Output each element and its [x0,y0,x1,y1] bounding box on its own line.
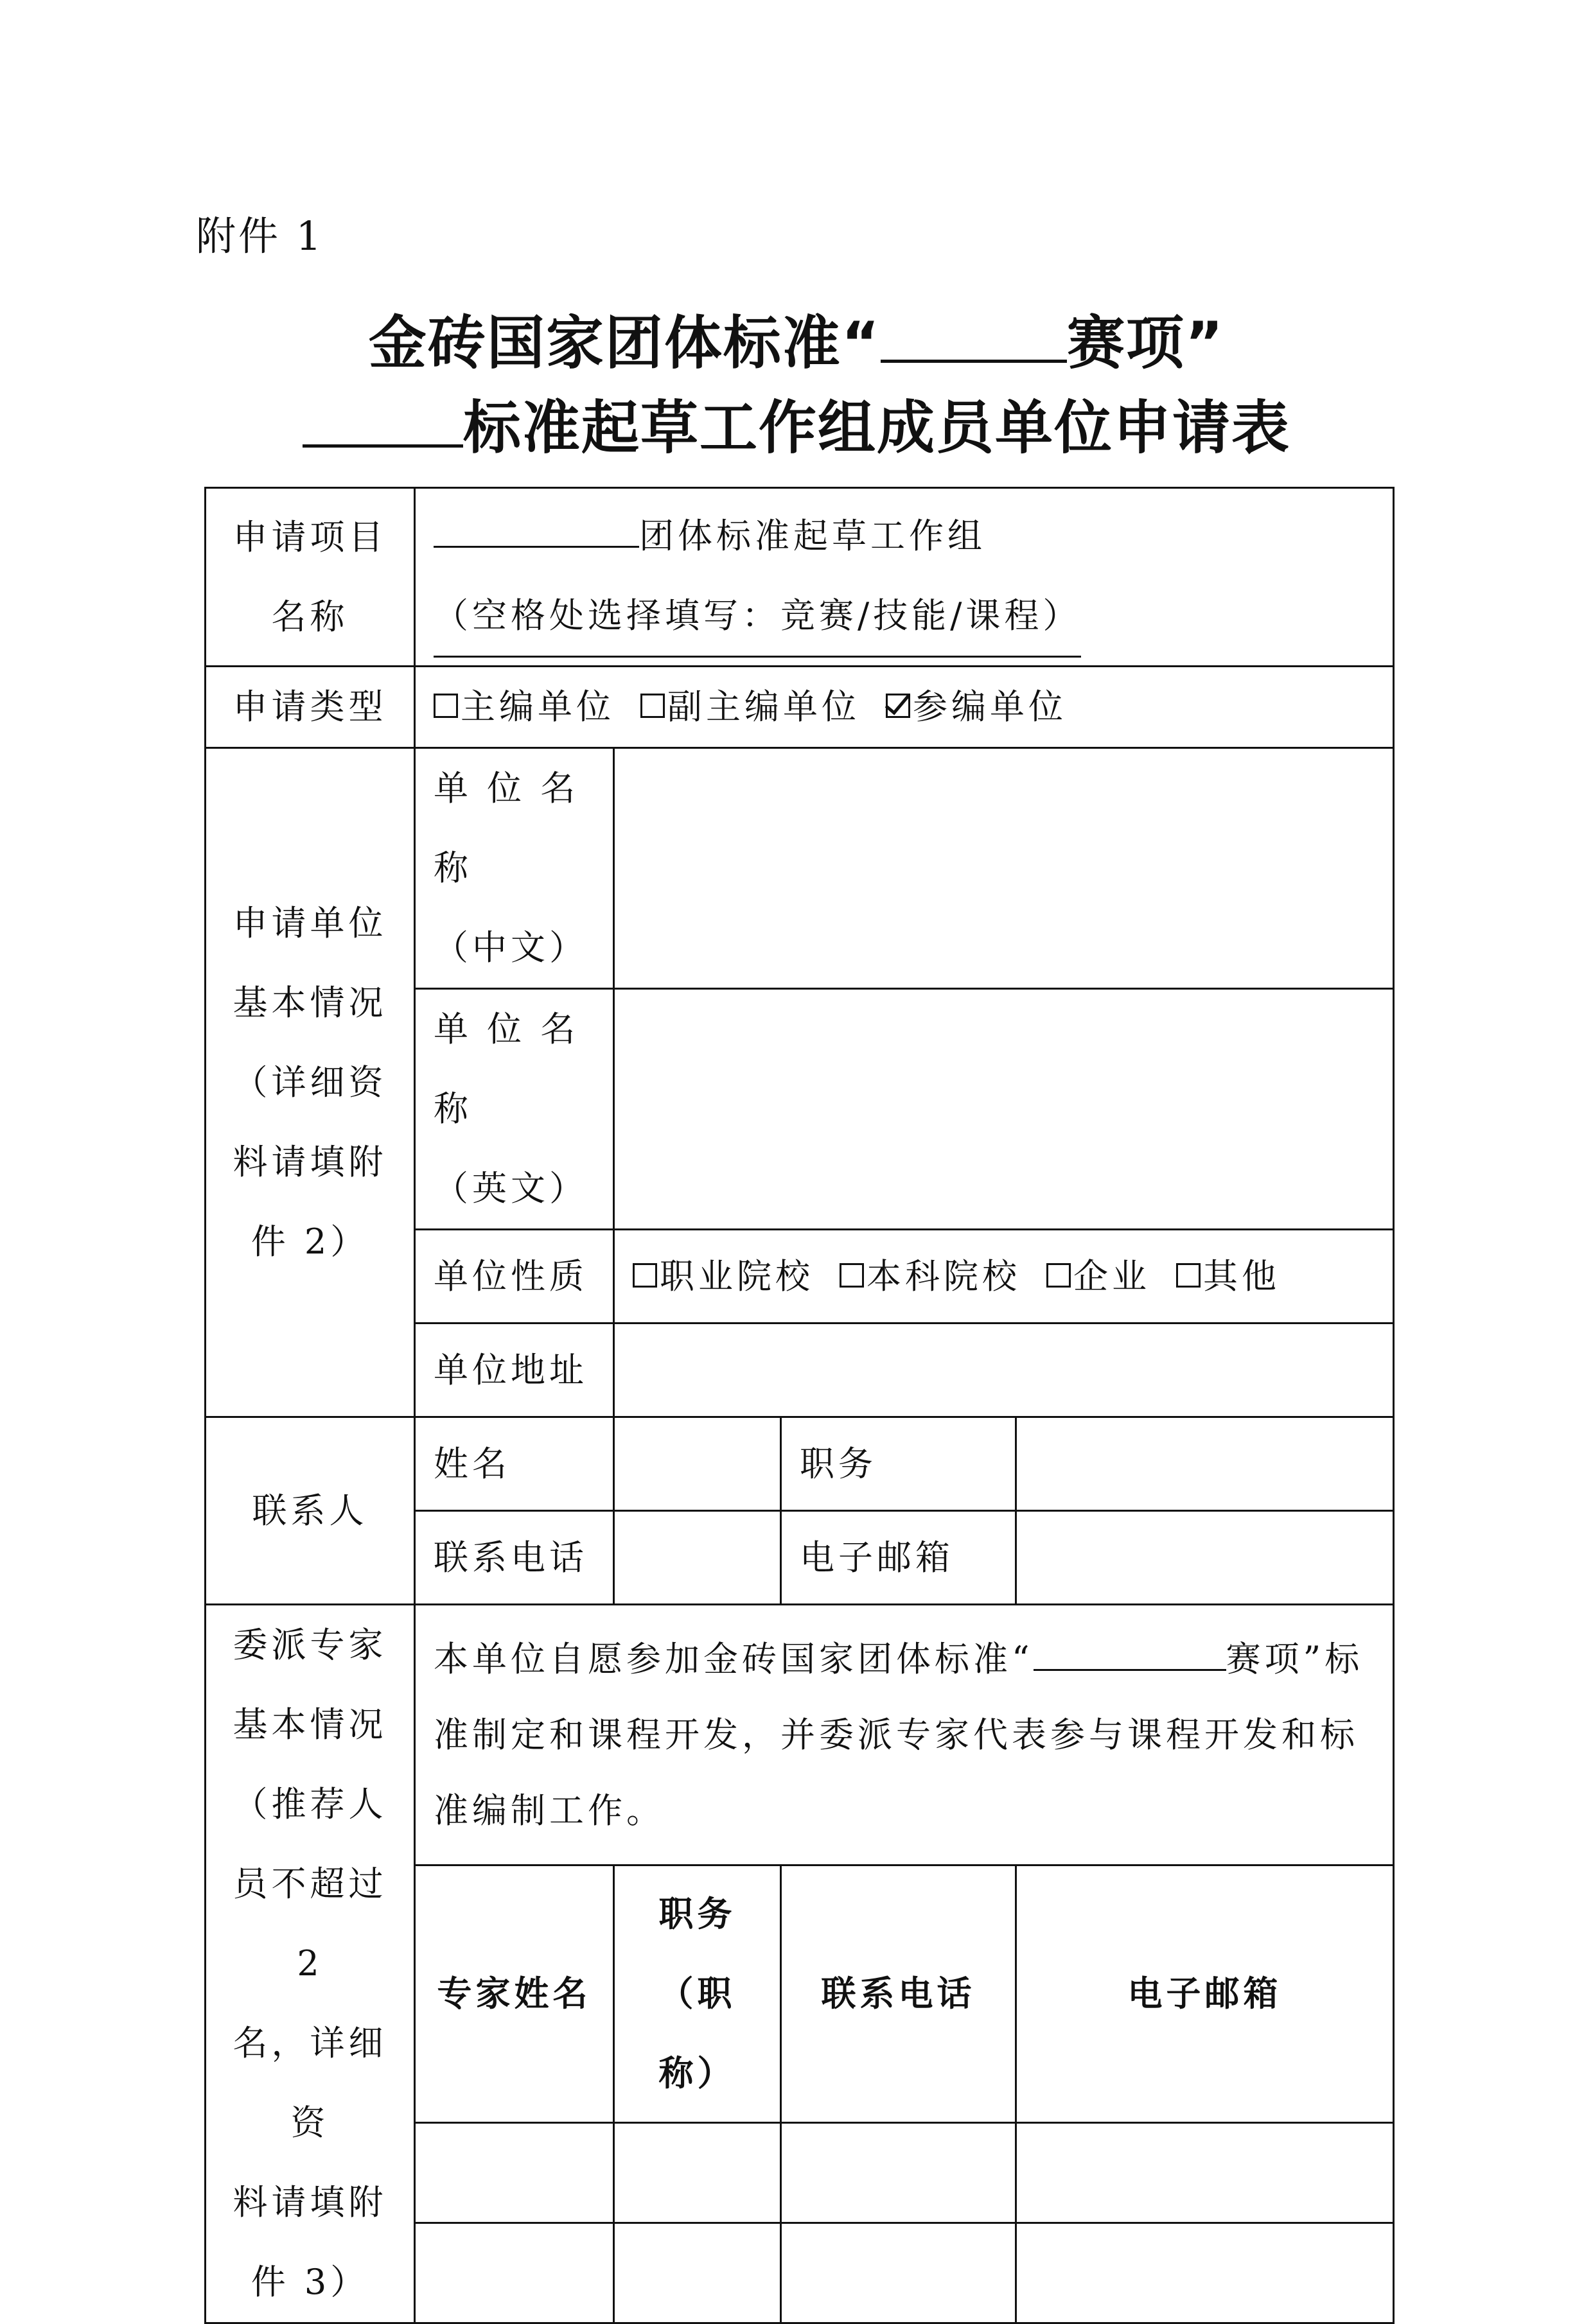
project-name-suffix: 团体标准起草工作组 [639,516,986,556]
unit-name-en-label: 单 位 名 称 （英文） [415,989,614,1230]
project-name-cell[interactable] [415,488,1394,667]
checkbox-icon[interactable] [434,694,458,718]
contact-position-label: 职务 [781,1417,1016,1511]
title-text-2: 标准起草工作组成员单位申请表 [463,394,1290,462]
form-title-line-1 [0,307,1593,379]
project-blank[interactable] [434,509,639,548]
title-blank-type[interactable] [303,392,463,448]
option-other[interactable]: 其他 [1176,1256,1280,1297]
expert-2-email-input[interactable] [1016,2223,1394,2323]
option-university[interactable]: 本科院校 [840,1256,1021,1297]
apply-type-options [415,667,1394,748]
form-title-line-2 [0,392,1593,464]
application-form-table [204,487,1395,2324]
unit-nature-options [614,1230,1394,1324]
unit-address-label: 单位地址 [415,1324,614,1417]
unit-name-en-input[interactable] [614,989,1394,1230]
unit-address-input[interactable] [614,1324,1394,1417]
checkbox-checked-icon[interactable] [886,694,910,718]
option-deputy-editor[interactable]: 副主编单位 [640,686,860,727]
col-expert-email: 电子邮箱 [1016,1865,1394,2123]
expert-2-phone-input[interactable] [781,2223,1016,2323]
checkbox-icon[interactable] [1046,1263,1071,1288]
apply-type-label: 申请类型 [206,667,415,748]
contact-name-label: 姓名 [415,1417,614,1511]
contact-label: 联系人 [206,1417,415,1605]
unit-name-cn-input[interactable] [614,748,1394,989]
project-name-label: 申请项目 名称 [206,488,415,667]
unit-name-cn-label: 单 位 名 称 （中文） [415,748,614,989]
title-text-1b: 赛项” [1067,310,1225,377]
option-participating-editor[interactable]: 参编单位 [886,686,1067,727]
checkbox-icon[interactable] [1176,1263,1201,1288]
expert-2-name-input[interactable] [415,2223,614,2323]
expert-1-name-input[interactable] [415,2122,614,2223]
contact-name-input[interactable] [614,1417,781,1511]
option-vocational-college[interactable]: 职业院校 [633,1256,814,1297]
col-expert-position: 职务 （职称） [614,1865,781,2123]
project-name-hint: （空格处选择填写：竞赛/技能/课程） [434,576,1081,658]
option-enterprise[interactable]: 企业 [1046,1256,1150,1297]
experts-statement: 本单位自愿参加金砖国家团体标准“ 赛项”标准制定和课程开发，并委派专家代表参与课程开发和标准编制工作。 [415,1605,1394,1865]
expert-1-email-input[interactable] [1016,2122,1394,2223]
col-expert-phone: 联系电话 [781,1865,1016,2123]
checkbox-icon[interactable] [640,694,665,718]
contact-email-label: 电子邮箱 [781,1511,1016,1605]
contact-email-input[interactable] [1016,1511,1394,1605]
checkbox-icon[interactable] [633,1263,657,1288]
contact-position-input[interactable] [1016,1417,1394,1511]
unit-info-label: 申请单位 基本情况 （详细资 料请填附 件 2） [206,748,415,1417]
col-expert-name: 专家姓名 [415,1865,614,2123]
contact-phone-label: 联系电话 [415,1511,614,1605]
expert-1-phone-input[interactable] [781,2122,1016,2223]
experts-label: 委派专家 基本情况 （推荐人 员不超过 2 名，详细资 料请填附 件 3） [206,1605,415,2323]
expert-2-position-input[interactable] [614,2223,781,2323]
option-chief-editor[interactable]: 主编单位 [434,686,615,727]
unit-nature-label: 单位性质 [415,1230,614,1324]
attachment-label: 附件 1 [196,213,324,259]
title-blank-event[interactable] [881,307,1067,363]
checkbox-icon[interactable] [840,1263,864,1288]
contact-phone-input[interactable] [614,1511,781,1605]
statement-blank-event[interactable] [1034,1632,1226,1671]
title-text-1a: 金砖国家团体标准“ [368,310,881,377]
expert-1-position-input[interactable] [614,2122,781,2223]
